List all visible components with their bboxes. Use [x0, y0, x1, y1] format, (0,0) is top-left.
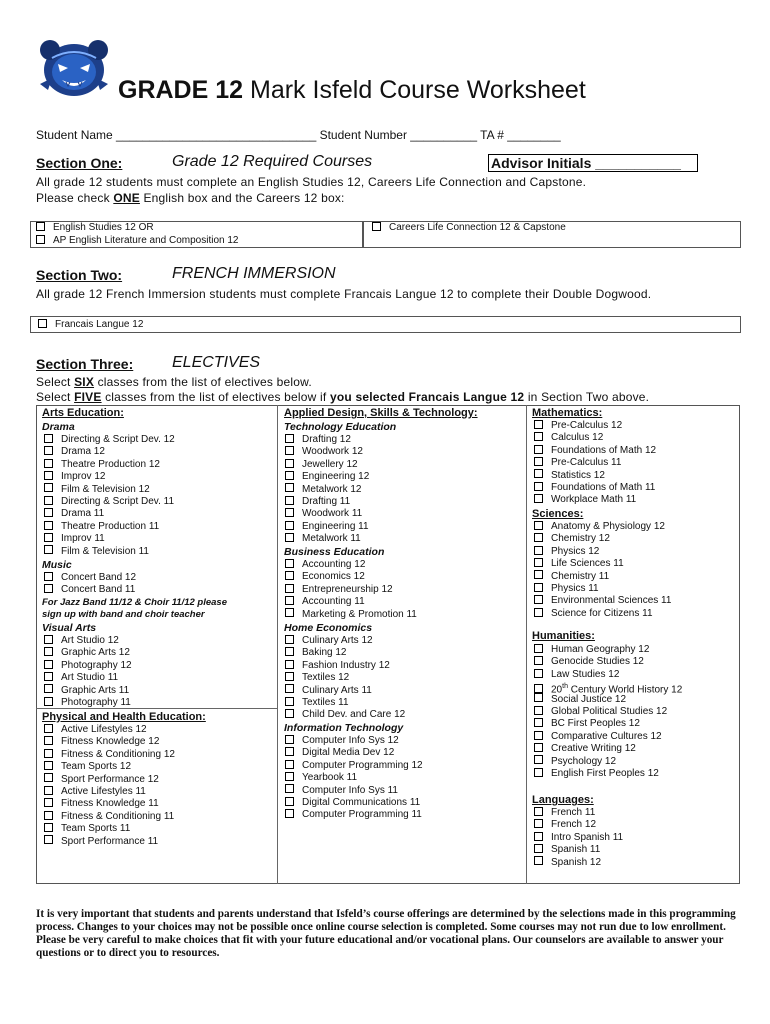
checkbox-icon	[44, 724, 53, 733]
checkbox-icon	[44, 749, 53, 758]
checkbox-graphic-arts-11[interactable]: Graphic Arts 11	[44, 685, 129, 697]
checkbox-concert-band-11[interactable]: Concert Band 11	[44, 584, 135, 596]
checkbox-icon	[534, 583, 543, 592]
checkbox-icon	[534, 420, 543, 429]
checkbox-icon	[534, 844, 543, 853]
checkbox-icon	[44, 684, 53, 693]
checkbox-environmental-sciences-11[interactable]: Environmental Sciences 11	[534, 595, 671, 607]
business-subheading: Business Education	[284, 546, 385, 558]
checkbox-icon	[285, 596, 294, 605]
checkbox-icon	[534, 533, 543, 542]
checkbox-icon	[44, 545, 53, 554]
languages-heading: Languages:	[532, 794, 594, 806]
checkbox-film-television-11[interactable]: Film & Television 11	[44, 546, 149, 558]
checkbox-textiles-12[interactable]: Textiles 12	[285, 672, 349, 684]
checkbox-icon	[534, 457, 543, 466]
checkbox-drafting-12[interactable]: Drafting 12	[285, 434, 351, 446]
checkbox-active-lifestyles-11[interactable]: Active Lifestyles 11	[44, 786, 146, 798]
checkbox-computer-info-sys-11[interactable]: Computer Info Sys 11	[285, 785, 398, 797]
checkbox-woodwork-12[interactable]: Woodwork 12	[285, 446, 363, 458]
checkbox-calculus-12[interactable]: Calculus 12	[534, 432, 603, 444]
checkbox-child-dev-and-care-12[interactable]: Child Dev. and Care 12	[285, 709, 405, 721]
checkbox-yearbook-11[interactable]: Yearbook 11	[285, 772, 357, 784]
checkbox-icon	[44, 521, 53, 530]
checkbox-icon	[44, 736, 53, 745]
checkbox-icon	[285, 434, 294, 443]
checkbox-icon	[534, 656, 543, 665]
checkbox-icon	[44, 635, 53, 644]
checkbox-icon	[44, 660, 53, 669]
arts-education-heading: Arts Education:	[42, 407, 124, 419]
checkbox-directing-script-dev-11[interactable]: Directing & Script Dev. 11	[44, 496, 174, 508]
section-two-desc: All grade 12 French Immersion students must complete Francais Langue 12 to complete their Double Dogwood.	[36, 287, 652, 301]
checkbox-chemistry-11[interactable]: Chemistry 11	[534, 571, 609, 583]
checkbox-entrepreneurship-12[interactable]: Entrepreneurship 12	[285, 584, 393, 596]
checkbox-physics-12[interactable]: Physics 12	[534, 546, 599, 558]
checkbox-icon	[44, 446, 53, 455]
checkbox-graphic-arts-12[interactable]: Graphic Arts 12	[44, 647, 130, 659]
checkbox-french-12[interactable]: French 12	[534, 819, 596, 831]
checkbox-icon	[534, 521, 543, 530]
checkbox-culinary-arts-12[interactable]: Culinary Arts 12	[285, 635, 373, 647]
checkbox-icon	[44, 697, 53, 706]
checkbox-directing-script-dev-12[interactable]: Directing & Script Dev. 12	[44, 434, 175, 446]
checkbox-sport-performance-11[interactable]: Sport Performance 11	[44, 836, 158, 848]
drama-subheading: Drama	[42, 421, 75, 433]
checkbox-icon	[285, 672, 294, 681]
checkbox-icon	[44, 508, 53, 517]
checkbox-intro-spanish-11[interactable]: Intro Spanish 11	[534, 832, 623, 844]
section-two-heading: FRENCH IMMERSION	[172, 265, 336, 282]
checkbox-icon	[285, 735, 294, 744]
checkbox-pre-calculus-12[interactable]: Pre-Calculus 12	[534, 420, 622, 432]
checkbox-icon	[44, 811, 53, 820]
checkbox-workplace-math-11[interactable]: Workplace Math 11	[534, 494, 636, 506]
checkbox-fitness-knowledge-11[interactable]: Fitness Knowledge 11	[44, 798, 159, 810]
checkbox-woodwork-11[interactable]: Woodwork 11	[285, 508, 362, 520]
checkbox-icon	[44, 459, 53, 468]
checkbox-icon	[534, 494, 543, 503]
checkbox-physics-11[interactable]: Physics 11	[534, 583, 599, 595]
checkbox-life-sciences-11[interactable]: Life Sciences 11	[534, 558, 624, 570]
section-three-line2: Select FIVE classes from the list of electives below if you selected Francais Langue 12 in Section Two above.	[36, 390, 650, 404]
checkbox-icon	[285, 446, 294, 455]
student-info-line[interactable]: Student Name ______________________________ Student Number __________ TA # ________	[36, 128, 561, 142]
checkbox-icon	[534, 731, 543, 740]
checkbox-icon	[285, 809, 294, 818]
checkbox-metalwork-11[interactable]: Metalwork 11	[285, 533, 361, 545]
checkbox-icon	[44, 584, 53, 593]
checkbox-fitness-knowledge-12[interactable]: Fitness Knowledge 12	[44, 736, 159, 748]
checkbox-accounting-11[interactable]: Accounting 11	[285, 596, 365, 608]
bear-logo	[32, 34, 116, 100]
checkbox-improv-12[interactable]: Improv 12	[44, 471, 105, 483]
checkbox-icon	[285, 709, 294, 718]
checkbox-team-sports-11[interactable]: Team Sports 11	[44, 823, 130, 835]
checkbox-icon	[44, 471, 53, 480]
checkbox-icon	[534, 644, 543, 653]
checkbox-icon	[285, 533, 294, 542]
checkbox-icon	[534, 608, 543, 617]
checkbox-improv-11[interactable]: Improv 11	[44, 533, 105, 545]
humanities-heading: Humanities:	[532, 630, 595, 642]
checkbox-fashion-industry-12[interactable]: Fashion Industry 12	[285, 660, 390, 672]
checkbox-icon	[285, 797, 294, 806]
checkbox-theatre-production-12[interactable]: Theatre Production 12	[44, 459, 160, 471]
checkbox-baking-12[interactable]: Baking 12	[285, 647, 346, 659]
checkbox-photography-12[interactable]: Photography 12	[44, 660, 132, 672]
checkbox-theatre-production-11[interactable]: Theatre Production 11	[44, 521, 159, 533]
checkbox-computer-info-sys-12[interactable]: Computer Info Sys 12	[285, 735, 399, 747]
checkbox-art-studio-12[interactable]: Art Studio 12	[44, 635, 119, 647]
checkbox-icon	[44, 761, 53, 770]
checkbox-icon	[285, 697, 294, 706]
checkbox-icon	[534, 755, 543, 764]
checkbox-20th-century-world-history-12[interactable]: 20th Century World History 12	[534, 681, 682, 696]
checkbox-icon	[534, 706, 543, 715]
section-one-heading: Grade 12 Required Courses	[172, 153, 373, 170]
advisor-initials-box[interactable]: Advisor Initials ___________	[488, 154, 698, 172]
checkbox-icon	[285, 647, 294, 656]
checkbox-icon	[44, 483, 53, 492]
section-three-line1: Select SIX classes from the list of electives below.	[36, 375, 312, 389]
checkbox-icon	[44, 434, 53, 443]
section-one-desc: All grade 12 students must complete an English Studies 12, Careers Life Connection and Capstone.	[36, 175, 587, 189]
section-three-label: Section Three:	[36, 356, 134, 372]
sciences-heading: Sciences:	[532, 508, 584, 520]
checkbox-chemistry-12[interactable]: Chemistry 12	[534, 533, 610, 545]
checkbox-icon	[285, 508, 294, 517]
checkbox-francais-langue-12[interactable]: Francais Langue 12	[38, 319, 143, 331]
checkbox-icon	[534, 570, 543, 579]
checkbox-icon	[285, 496, 294, 505]
checkbox-creative-writing-12[interactable]: Creative Writing 12	[534, 743, 636, 755]
checkbox-comparative-cultures-12[interactable]: Comparative Cultures 12	[534, 731, 662, 743]
checkbox-careers[interactable]: Careers Life Connection 12 & Capstone	[372, 222, 566, 234]
checkbox-social-justice-12[interactable]: Social Justice 12	[534, 694, 626, 706]
music-subheading: Music	[42, 559, 72, 571]
checkbox-icon	[285, 747, 294, 756]
checkbox-icon	[285, 559, 294, 568]
checkbox-icon	[44, 496, 53, 505]
checkbox-icon	[534, 743, 543, 752]
checkbox-accounting-12[interactable]: Accounting 12	[285, 559, 365, 571]
checkbox-icon	[534, 807, 543, 816]
jazz-choir-note-2: sign up with band and choir teacher	[42, 609, 205, 620]
checkbox-statistics-12[interactable]: Statistics 12	[534, 470, 605, 482]
checkbox-french-11[interactable]: French 11	[534, 807, 595, 819]
jazz-choir-note: For Jazz Band 11/12 & Choir 11/12 please	[42, 597, 227, 608]
checkbox-icon	[285, 459, 294, 468]
checkbox-digital-media-dev-12[interactable]: Digital Media Dev 12	[285, 747, 394, 759]
checkbox-computer-programming-12[interactable]: Computer Programming 12	[285, 760, 423, 772]
checkbox-science-for-citizens-11[interactable]: Science for Citizens 11	[534, 608, 653, 620]
checkbox-icon	[534, 693, 543, 702]
checkbox-icon	[534, 819, 543, 828]
checkbox-icon	[44, 786, 53, 795]
checkbox-icon	[534, 718, 543, 727]
section-one-instructions: Please check ONE English box and the Careers 12 box:	[36, 191, 345, 205]
checkbox-icon	[44, 647, 53, 656]
checkbox-team-sports-12[interactable]: Team Sports 12	[44, 761, 131, 773]
page-title: GRADE 12 Mark Isfeld Course Worksheet	[118, 76, 586, 104]
checkbox-icon	[44, 835, 53, 844]
checkbox-textiles-11[interactable]: Textiles 11	[285, 697, 349, 709]
checkbox-computer-programming-11[interactable]: Computer Programming 11	[285, 809, 422, 821]
checkbox-icon	[534, 558, 543, 567]
checkbox-icon	[285, 471, 294, 480]
checkbox-icon	[534, 546, 543, 555]
phe-heading: Physical and Health Education:	[42, 711, 206, 723]
tech-ed-subheading: Technology Education	[284, 421, 397, 433]
checkbox-icon	[44, 672, 53, 681]
checkbox-law-studies-12[interactable]: Law Studies 12	[534, 669, 619, 681]
checkbox-icon	[44, 798, 53, 807]
checkbox-pre-calculus-11[interactable]: Pre-Calculus 11	[534, 457, 621, 469]
checkbox-icon	[534, 595, 543, 604]
checkbox-engineering-12[interactable]: Engineering 12	[285, 471, 369, 483]
home-ec-subheading: Home Economics	[284, 622, 373, 634]
checkbox-psychology-12[interactable]: Psychology 12	[534, 756, 616, 768]
checkbox-drama-11[interactable]: Drama 11	[44, 508, 104, 520]
checkbox-photography-11[interactable]: Photography 11	[44, 697, 131, 709]
checkbox-spanish-12[interactable]: Spanish 12	[534, 857, 601, 869]
checkbox-icon	[44, 823, 53, 832]
checkbox-icon	[285, 608, 294, 617]
checkbox-fitness-conditioning-12[interactable]: Fitness & Conditioning 12	[44, 749, 175, 761]
checkbox-icon	[534, 768, 543, 777]
checkbox-icon	[534, 432, 543, 441]
checkbox-digital-communications-11[interactable]: Digital Communications 11	[285, 797, 420, 809]
checkbox-icon	[534, 856, 543, 865]
checkbox-genocide-studies-12[interactable]: Genocide Studies 12	[534, 656, 644, 668]
checkbox-film-television-12[interactable]: Film & Television 12	[44, 484, 150, 496]
checkbox-foundations-of-math-12[interactable]: Foundations of Math 12	[534, 445, 656, 457]
adst-heading: Applied Design, Skills & Technology:	[284, 407, 478, 419]
checkbox-icon	[285, 772, 294, 781]
checkbox-icon	[534, 832, 543, 841]
checkbox-ap-english[interactable]: AP English Literature and Composition 12	[36, 235, 238, 247]
checkbox-engineering-11[interactable]: Engineering 11	[285, 521, 369, 533]
checkbox-art-studio-11[interactable]: Art Studio 11	[44, 672, 118, 684]
checkbox-bc-first-peoples-12[interactable]: BC First Peoples 12	[534, 718, 640, 730]
checkbox-drama-12[interactable]: Drama 12	[44, 446, 105, 458]
checkbox-economics-12[interactable]: Economics 12	[285, 571, 365, 583]
checkbox-icon	[285, 584, 294, 593]
footer-notice: It is very important that students and parents understand that Isfeld’s course offerings are determined by the selections made in this programming process. Changes to your choices may not be possible once online course selection is completed. Some courses may not run due to low enrollment. Please be very careful to make choices that fit with your future educational and/or vocational plans. Our counselors are available to answer your questions or to direct you to resources.	[36, 908, 736, 959]
checkbox-icon	[44, 533, 53, 542]
checkbox-marketing-promotion-11[interactable]: Marketing & Promotion 11	[285, 609, 417, 621]
checkbox-icon	[285, 760, 294, 769]
checkbox-drafting-11[interactable]: Drafting 11	[285, 496, 350, 508]
checkbox-spanish-11[interactable]: Spanish 11	[534, 844, 600, 856]
checkbox-jewellery-12[interactable]: Jewellery 12	[285, 459, 358, 471]
checkbox-english-first-peoples-12[interactable]: English First Peoples 12	[534, 768, 659, 780]
checkbox-icon	[44, 572, 53, 581]
section-three-heading: ELECTIVES	[172, 354, 261, 371]
visual-arts-subheading: Visual Arts	[42, 622, 97, 634]
checkbox-global-political-studies-12[interactable]: Global Political Studies 12	[534, 706, 667, 718]
checkbox-foundations-of-math-11[interactable]: Foundations of Math 11	[534, 482, 655, 494]
checkbox-english-studies-12[interactable]: English Studies 12 OR	[36, 222, 154, 234]
checkbox-anatomy-physiology-12[interactable]: Anatomy & Physiology 12	[534, 521, 665, 533]
checkbox-icon	[534, 445, 543, 454]
checkbox-icon	[285, 483, 294, 492]
checkbox-icon	[534, 669, 543, 678]
checkbox-metalwork-12[interactable]: Metalwork 12	[285, 484, 361, 496]
section-one-label: Section One:	[36, 155, 123, 171]
mathematics-heading: Mathematics:	[532, 407, 603, 419]
checkbox-icon	[285, 784, 294, 793]
checkbox-active-lifestyles-12[interactable]: Active Lifestyles 12	[44, 724, 147, 736]
checkbox-concert-band-12[interactable]: Concert Band 12	[44, 572, 136, 584]
checkbox-sport-performance-12[interactable]: Sport Performance 12	[44, 774, 159, 786]
checkbox-icon	[285, 571, 294, 580]
checkbox-icon	[285, 521, 294, 530]
checkbox-icon	[534, 684, 543, 693]
checkbox-icon	[534, 469, 543, 478]
info-tech-subheading: Information Technology	[284, 722, 404, 734]
checkbox-human-geography-12[interactable]: Human Geography 12	[534, 644, 649, 656]
checkbox-icon	[285, 660, 294, 669]
section-two-label: Section Two:	[36, 267, 123, 283]
checkbox-culinary-arts-11[interactable]: Culinary Arts 11	[285, 685, 372, 697]
checkbox-icon	[285, 684, 294, 693]
checkbox-icon	[44, 773, 53, 782]
checkbox-icon	[534, 482, 543, 491]
checkbox-icon	[285, 635, 294, 644]
checkbox-fitness-conditioning-11[interactable]: Fitness & Conditioning 11	[44, 811, 174, 823]
